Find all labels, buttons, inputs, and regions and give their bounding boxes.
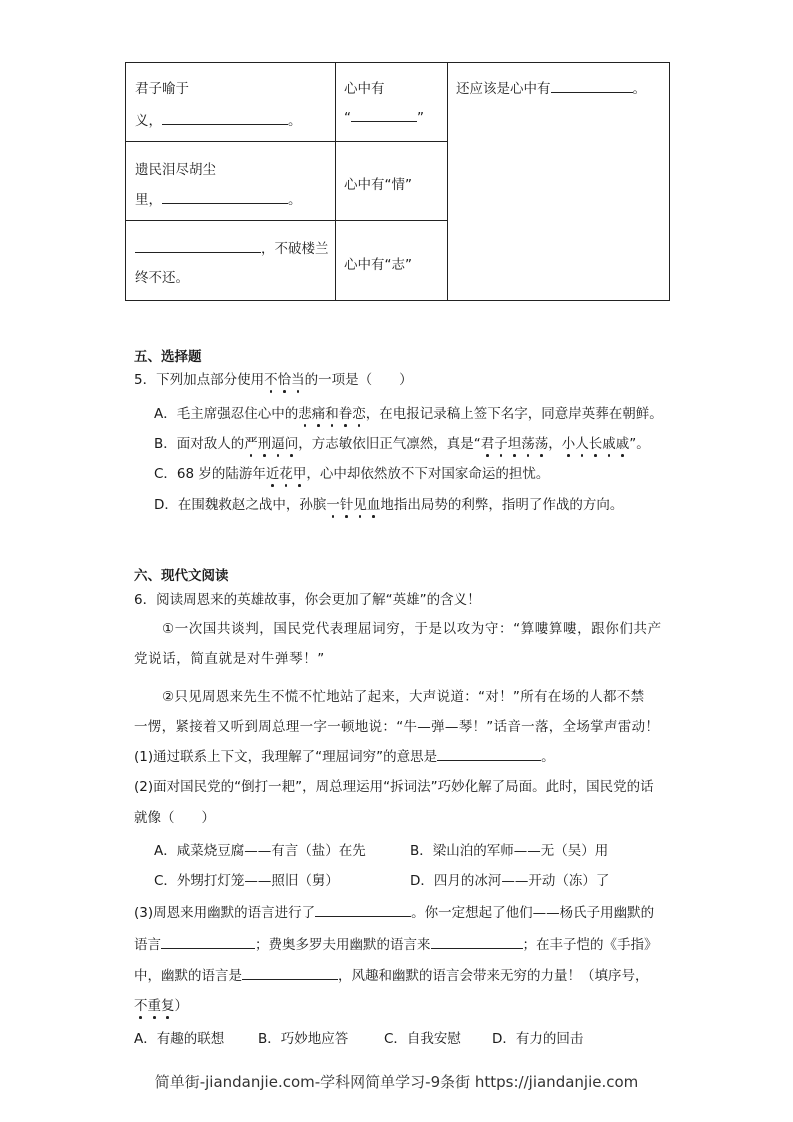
cell-text: ，不破楼兰 <box>135 237 329 257</box>
answer-blank[interactable] <box>162 112 288 125</box>
answer-blank[interactable] <box>315 904 411 917</box>
cell-text: 还应该是心中有 。 <box>456 81 646 97</box>
option-b[interactable]: B．梁山泊的军师——无（吴）用 <box>410 843 609 859</box>
emphasized-text: 一针见血 <box>326 497 380 513</box>
emphasized-text: 不重复 <box>134 998 175 1014</box>
cell-text: 心中有“情” <box>344 177 412 193</box>
emphasized-text: 不恰当 <box>264 372 305 388</box>
cell-text: 终不还。 <box>135 270 189 286</box>
answer-blank[interactable] <box>135 240 261 253</box>
table-cell <box>126 221 336 301</box>
cell-text: 里， 。 <box>135 192 302 208</box>
answer-blank[interactable] <box>351 109 417 122</box>
question-text: 就像（ ） <box>134 810 215 826</box>
answer-blank[interactable] <box>162 191 288 204</box>
question-text: 中，幽默的语言是 ，风趣和幽默的语言会带来无穷的力量！（填序号， <box>134 968 649 984</box>
question-text: (3)周恩来用幽默的语言进行了 。你一定想起了他们——杨氏子用幽默的 <box>134 905 655 921</box>
option-b[interactable]: B．面对敌人的严刑逼问，方志敏依旧正气凛然，真是“君子坦荡荡，小人长戚戚”。 <box>154 432 650 452</box>
answer-blank[interactable] <box>161 936 255 949</box>
option-a[interactable]: A．咸菜烧豆腐——有言（盐）在先 <box>154 843 366 859</box>
emphasized-text: 悲痛和眷恋 <box>298 406 366 422</box>
table-cell <box>448 63 670 301</box>
answer-blank[interactable] <box>551 80 633 93</box>
option-d[interactable]: D．有力的回击 <box>492 1031 584 1047</box>
emphasized-text: 君子坦荡荡，小人长戚戚 <box>481 436 630 452</box>
poetry-table <box>125 62 670 301</box>
question-text: 6．阅读周恩来的英雄故事，你会更加了解“英雄”的含义！ <box>134 592 481 608</box>
question-text: 不重复） <box>134 994 188 1014</box>
cell-text: 心中有 <box>344 81 385 97</box>
cell-text: “ ” <box>344 110 424 126</box>
section-heading: 五、选择题 <box>134 349 202 365</box>
option-c[interactable]: C．自我安慰 <box>384 1031 461 1047</box>
option-a[interactable]: A．毛主席强忍住心中的悲痛和眷恋，在电报记录稿上签下名字，同意岸英葬在朝鲜。 <box>154 402 663 422</box>
cell-text: 君子喻于 <box>135 81 189 97</box>
table-cell <box>336 221 448 301</box>
option-a[interactable]: A．有趣的联想 <box>134 1031 225 1047</box>
passage-line: ②只见周恩来先生不慌不忙地站了起来，大声说道：“对！”所有在场的人都不禁 <box>162 689 645 705</box>
passage-line: 党说话，简直就是对牛弹琴！” <box>134 651 325 667</box>
option-d[interactable]: D．在围魏救赵之战中，孙膑一针见血地指出局势的利弊，指明了作战的方向。 <box>154 493 623 513</box>
emphasized-text: 近花甲 <box>266 466 307 482</box>
table-cell <box>126 142 336 221</box>
page-footer: 简单街-jiandanjie.com-学科网简单学习-9条街 https://jiandanjie.com <box>154 1073 639 1091</box>
answer-blank[interactable] <box>437 748 541 761</box>
cell-text: 义， 。 <box>135 113 302 129</box>
question-text: (1)通过联系上下文，我理解了“理屈词穷”的意思是 。 <box>134 749 555 765</box>
option-c[interactable]: C．外甥打灯笼——照旧（舅） <box>154 873 339 889</box>
section-heading: 六、现代文阅读 <box>134 568 229 584</box>
passage-line: 一愣，紧接着又听到周总理一字一顿地说：“牛—弹—琴！”话音一落，全场掌声雷动！ <box>134 719 660 735</box>
option-d[interactable]: D．四月的冰河——开动（冻）了 <box>410 873 610 889</box>
emphasized-text: 严刑逼问 <box>244 436 298 452</box>
option-c[interactable]: C．68 岁的陆游年近花甲，心中却依然放不下对国家命运的担忧。 <box>154 462 549 482</box>
cell-text: 遗民泪尽胡尘 <box>135 162 216 178</box>
question-text: 语言 ；费奥多罗夫用幽默的语言来 ；在丰子恺的《手指》 <box>134 937 658 953</box>
cell-text: 心中有“志” <box>344 257 412 273</box>
passage-line: ①一次国共谈判，国民党代表理屈词穷，于是以攻为守：“算嘍算嘍，跟你们共产 <box>162 621 662 637</box>
answer-blank[interactable] <box>431 936 523 949</box>
table-cell <box>126 63 336 142</box>
question-text: (2)面对国民党的“倒打一耙”，周总理运用“拆词法”巧妙化解了局面。此时，国民党的话 <box>134 779 654 795</box>
answer-blank[interactable] <box>242 967 338 980</box>
option-b[interactable]: B．巧妙地应答 <box>258 1031 349 1047</box>
table-cell <box>336 142 448 221</box>
table-cell <box>336 63 448 142</box>
question-text: 5．下列加点部分使用不恰当的一项是（ ） <box>134 368 413 388</box>
